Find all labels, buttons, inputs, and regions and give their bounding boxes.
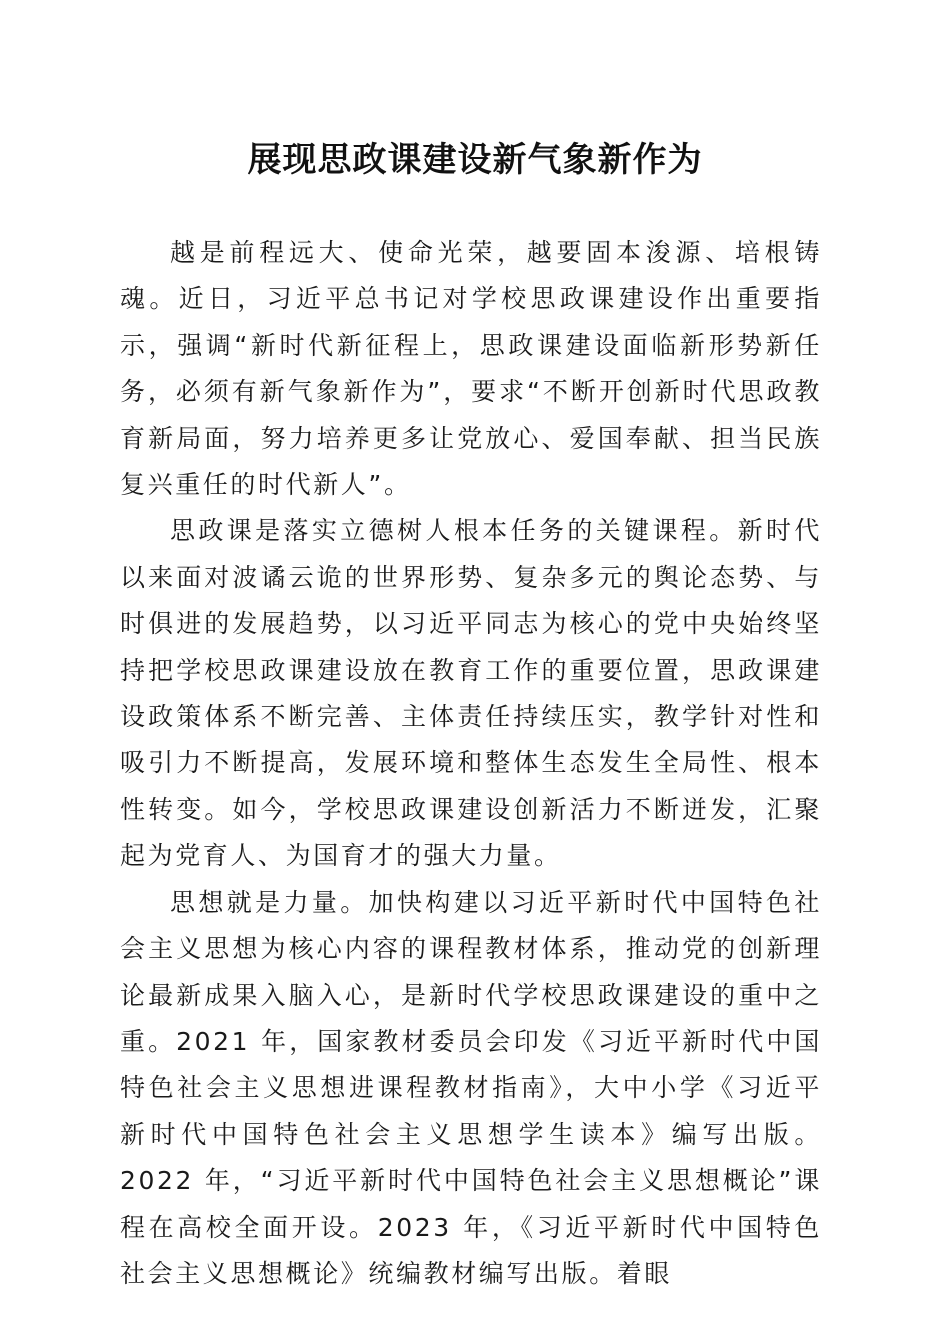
paragraph-3: 思想就是力量。加快构建以习近平新时代中国特色社会主义思想为核心内容的课程教材体系，推动党的创新理论最新成果入脑入心，是新时代学校思政课建设的重中之重。2021 年，国家教材委员会印发《习近平新时代中国特色社会主义思想进课程教材指南》，大中小学《习近平新时代中国特色社会主义思想学生读本》编写出版。2022 年，“习近平新时代中国特色社会主义思想概论”课程在高校全面开设。2023 年，《习近平新时代中国特色社会主义思想概论》统编教材编写出版。着眼 <box>120 887 822 1288</box>
paragraph-1: 越是前程远大、使命光荣，越要固本浚源、培根铸魂。近日，习近平总书记对学校思政课建设作出重要指示，强调“新时代新征程上，思政课建设面临新形势新任务，必须有新气象新作为”，要求“不断开创新时代思政教育新局面，努力培养更多让党放心、爱国奉献、担当民族复兴重任的时代新人”。 <box>120 238 822 500</box>
paragraph-2: 思政课是落实立德树人根本任务的关键课程。新时代以来面对波谲云诡的世界形势、复杂多元的舆论态势、与时俱进的发展趋势，以习近平同志为核心的党中央始终坚持把学校思政课建设放在教育工作的重要位置，思政课建设政策体系不断完善、主体责任持续压实，教学针对性和吸引力不断提高，发展环境和整体生态发生全局性、根本性转变。如今，学校思政课建设创新活力不断迸发，汇聚起为党育人、为国育才的强大力量。 <box>120 516 822 871</box>
document-body <box>120 230 822 1297</box>
document-title: 展现思政课建设新气象新作为 <box>247 140 703 180</box>
